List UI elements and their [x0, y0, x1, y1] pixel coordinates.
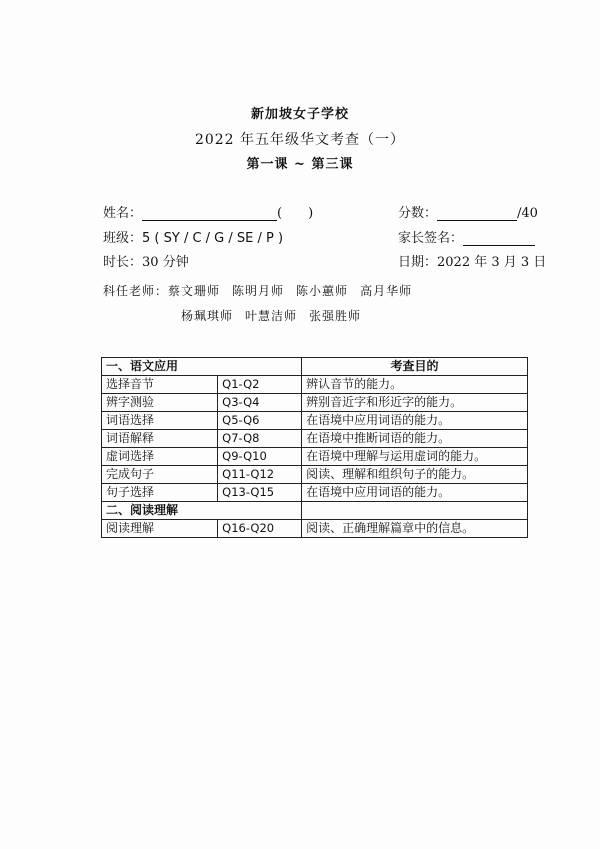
- section-2-heading: 二、阅读理解: [102, 502, 302, 520]
- teacher-name: 高月华师: [360, 284, 413, 298]
- teacher-name: 叶慧洁师: [245, 309, 298, 323]
- teacher-name: 杨珮琪师: [181, 309, 234, 323]
- item-cell: 虚词选择: [102, 448, 218, 466]
- assessment-objectives-table: [101, 357, 528, 538]
- purpose-cell: 阅读、理解和组织句子的能力。: [302, 466, 528, 484]
- section-2-empty-cell: [302, 502, 528, 520]
- parent-signature-label: 家长签名：: [398, 231, 464, 246]
- table-row: [102, 466, 528, 484]
- teachers-label: 科任老师：: [103, 284, 169, 298]
- questions-cell: Q7-Q8: [218, 430, 302, 448]
- date-field: [398, 251, 546, 270]
- section-1-heading: 一、语文应用: [102, 358, 302, 376]
- score-total: /40: [517, 206, 538, 221]
- teachers-row-2: [181, 307, 373, 324]
- parent-signature-field: [398, 227, 535, 246]
- purpose-cell: 阅读、正确理解篇章中的信息。: [302, 520, 528, 538]
- purpose-cell: 在语境中应用词语的能力。: [302, 412, 528, 430]
- item-cell: 完成句子: [102, 466, 218, 484]
- parent-signature-blank[interactable]: [463, 231, 535, 246]
- date-value: 2022 年 3 月 3 日: [437, 255, 547, 270]
- purpose-cell: 辨别音近字和形近字的能力。: [302, 394, 528, 412]
- item-cell: 选择音节: [102, 376, 218, 394]
- questions-cell: Q1-Q2: [218, 376, 302, 394]
- score-label: 分数：: [398, 206, 438, 221]
- purpose-cell: 在语境中应用词语的能力。: [302, 484, 528, 502]
- score-blank[interactable]: [437, 206, 517, 221]
- class-label: 班级：: [103, 231, 143, 246]
- table-row: [102, 376, 528, 394]
- item-cell: 词语选择: [102, 412, 218, 430]
- item-cell: 句子选择: [102, 484, 218, 502]
- class-value: 5 ( SY / C / G / SE / P ): [142, 231, 284, 246]
- questions-cell: Q9-Q10: [218, 448, 302, 466]
- name-field: [103, 202, 313, 221]
- item-cell: 词语解释: [102, 430, 218, 448]
- exam-title: 2022 年五年级华文考查（一）: [194, 132, 406, 148]
- name-blank[interactable]: [142, 206, 277, 221]
- teacher-name: 陈小蕙师: [296, 284, 349, 298]
- table-row: [102, 484, 528, 502]
- lesson-range: 第一课 ~ 第三课: [246, 157, 354, 172]
- questions-cell: Q11-Q12: [218, 466, 302, 484]
- item-cell: 阅读理解: [102, 520, 218, 538]
- table-row: [102, 412, 528, 430]
- questions-cell: Q3-Q4: [218, 394, 302, 412]
- purpose-cell: 在语境中推断词语的能力。: [302, 430, 528, 448]
- date-label: 日期：: [398, 255, 438, 270]
- class-field: [103, 227, 283, 246]
- duration-label: 时长：: [103, 255, 143, 270]
- table-row: [102, 394, 528, 412]
- table-row: [102, 430, 528, 448]
- school-name: 新加坡女子学校: [250, 107, 349, 122]
- questions-cell: Q5-Q6: [218, 412, 302, 430]
- score-field: [398, 202, 538, 221]
- purpose-heading: 考查目的: [302, 358, 528, 376]
- teachers-row-1: [103, 282, 424, 299]
- purpose-cell: 在语境中理解与运用虚词的能力。: [302, 448, 528, 466]
- teacher-name: 陈明月师: [232, 284, 285, 298]
- duration-value: 30 分钟: [142, 255, 189, 270]
- duration-field: [103, 251, 189, 270]
- teacher-name: 张强胜师: [309, 309, 362, 323]
- questions-cell: Q16-Q20: [218, 520, 302, 538]
- item-cell: 辨字测验: [102, 394, 218, 412]
- class-number-paren: ( ): [277, 206, 314, 221]
- table-header-row: [102, 358, 528, 376]
- teacher-name: 蔡文珊师: [168, 284, 221, 298]
- table-row: [102, 520, 528, 538]
- questions-cell: Q13-Q15: [218, 484, 302, 502]
- name-label: 姓名：: [103, 206, 143, 221]
- section-2-row: [102, 502, 528, 520]
- table-row: [102, 448, 528, 466]
- purpose-cell: 辨认音节的能力。: [302, 376, 528, 394]
